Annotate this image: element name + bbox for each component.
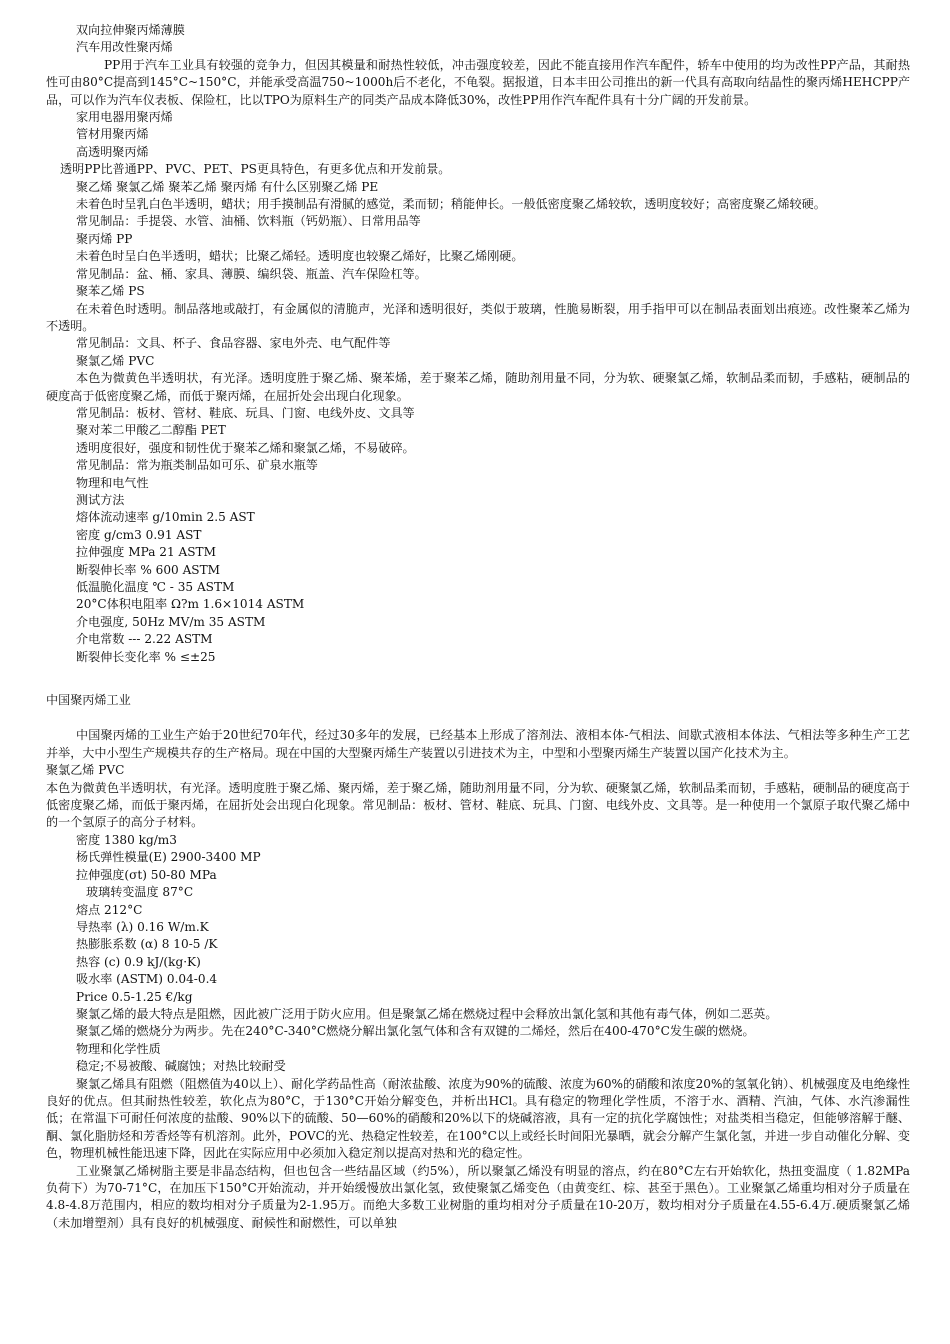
line: 断裂伸长变化率 % ≤±25 xyxy=(76,649,216,664)
paragraph: PP用于汽车工业具有较强的竞争力，但因其模量和耐热性较低，冲击强度较差，因此不能直接用作汽车配件，轿车中使用的均为改性PP产品，其耐热性可由80°C提高到145°C~150°C，并能承受高温750~1000h后不老化，不龟裂。据报道，日本丰田公司推出的新一代具有高取向结晶性的聚丙烯HEHCPP产品，可以作为汽车仪表板、保险杠，比以TPO为原料生产的同类产品成本降低30%，改性PP用作汽车配件具有十分广阔的开发前景。 xyxy=(46,57,910,107)
line: 拉伸强度 MPa 21 ASTM xyxy=(76,545,216,560)
section-heading: 中国聚丙烯工业 xyxy=(46,693,131,708)
paragraph: 在未着色时透明。制品落地或敲打，有金属似的清脆声，光泽和透明很好，类似于玻璃，性脆易断裂，用手指甲可以在制品表面划出痕迹。改性聚苯乙烯为不透明。 xyxy=(46,301,910,333)
spacer xyxy=(46,709,910,727)
line: 聚乙烯 聚氯乙烯 聚苯乙烯 聚丙烯 有什么区别聚乙烯 PE xyxy=(76,179,379,194)
line: 聚氯乙烯 PVC xyxy=(76,353,155,368)
line: 热膨胀系数 (α) 8 10-5 /K xyxy=(76,937,218,952)
line: 聚氯乙烯的最大特点是阻燃，因此被广泛用于防火应用。但是聚氯乙烯在燃烧过程中会释放出氯化氢和其他有毒气体，例如二恶英。 xyxy=(76,1006,778,1021)
line: 拉伸强度(σt) 50-80 MPa xyxy=(76,867,217,882)
line: 聚氯乙烯 PVC xyxy=(46,763,125,778)
line: 物理和化学性质 xyxy=(76,1041,161,1056)
line: 高透明聚丙烯 xyxy=(76,144,149,159)
line: 杨氏弹性模量(E) 2900-3400 MP xyxy=(76,850,261,865)
line: 聚对苯二甲酸乙二醇酯 PET xyxy=(76,423,226,438)
line: 聚氯乙烯的燃烧分为两步。先在240°C-340°C燃烧分解出氯化氢气体和含有双键的二烯烃，然后在400-470°C发生碳的燃烧。 xyxy=(76,1024,755,1039)
line: 常见制品：常为瓶类制品如可乐、矿泉水瓶等 xyxy=(76,458,318,473)
line: 密度 1380 kg/m3 xyxy=(76,832,177,847)
line: 双向拉伸聚丙烯薄膜 xyxy=(76,23,185,37)
line: Price 0.5-1.25 €/kg xyxy=(76,989,193,1004)
paragraph: 中国聚丙烯的工业生产始于20世纪70年代，经过30多年的发展，已经基本上形成了溶剂法、液相本体-气相法、间歇式液相本体法、气相法等多种生产工艺并举，大中小型生产规模共存的生产格局。现在中国的大型聚丙烯生产装置以引进技术为主，中型和小型聚丙烯生产装置以国产化技术为主。 xyxy=(46,728,910,760)
line: 20°C体积电阻率 Ω?m 1.6×1014 ASTM xyxy=(76,597,305,612)
paragraph: 聚氯乙烯具有阻燃（阻燃值为40以上）、耐化学药品性高（耐浓盐酸、浓度为90%的硫酸、浓度为60%的硝酸和浓度20%的氢氧化钠）、机械强度及电绝缘性良好的优点。但其耐热性较差，软化点为80°C，于130°C开始分解变色，并析出HCl。具有稳定的物理化学性质，不溶于水、酒精、汽油，气体、水汽渗漏性低；在常温下可耐任何浓度的盐酸、90%以下的硫酸、50—60%的硝酸和20%以下的烧碱溶液，具有一定的抗化学腐蚀性；对盐类相当稳定，但能够溶解于醚、酮、氯化脂肪烃和芳香烃等有机溶剂。此外，POVC的光、热稳定性较差，在100°C以上或经长时间阳光暴晒，就会分解产生氯化氢，并进一步自动催化分解、变色，物理机械性能迅速下降，因此在实际应用中必须加入稳定剂以提高对热和光的稳定性。 xyxy=(46,1076,910,1161)
line: 熔体流动速率 g/10min 2.5 AST xyxy=(76,510,255,525)
line: 管材用聚丙烯 xyxy=(76,127,149,142)
spacer xyxy=(46,666,910,692)
line: 汽车用改性聚丙烯 xyxy=(76,40,173,55)
line: 密度 g/cm3 0.91 AST xyxy=(76,527,202,542)
line: 低温脆化温度 ℃ - 35 ASTM xyxy=(76,580,235,594)
line: 热容 (c) 0.9 kJ/(kg·K) xyxy=(76,954,201,969)
line: 测试方法 xyxy=(76,492,125,507)
paragraph: 本色为微黄色半透明状，有光泽。透明度胜于聚乙烯、聚丙烯，差于聚乙烯，随助剂用量不同，分为软、硬聚氯乙烯，软制品柔而韧，手感粘，硬制品的硬度高于低密度聚乙烯，而低于聚丙烯，在屈折处会出现白化现象。常见制品：板材、管材、鞋底、玩具、门窗、电线外皮、文具等。是一种使用一个氯原子取代聚乙烯中的一个氢原子的高分子材料。 xyxy=(46,780,910,830)
line: 聚苯乙烯 PS xyxy=(76,284,145,299)
line: 吸水率 (ASTM) 0.04-0.4 xyxy=(76,972,218,987)
paragraph: 本色为微黄色半透明状，有光泽。透明度胜于聚乙烯、聚苯烯，差于聚苯乙烯，随助剂用量不同，分为软、硬聚氯乙烯，软制品柔而韧，手感粘，硬制品的硬度高于低密度聚乙烯，而低于聚丙烯，在屈折处会出现白化现象。 xyxy=(46,371,910,403)
line: 透明度很好，强度和韧性优于聚苯乙烯和聚氯乙烯，不易破碎。 xyxy=(76,440,415,455)
line: 断裂伸长率 % 600 ASTM xyxy=(76,562,221,577)
line: 常见制品：盆、桶、家具、薄膜、编织袋、瓶盖、汽车保险杠等。 xyxy=(76,266,427,281)
line: 常见制品：文具、杯子、食品容器、家电外壳、电气配件等 xyxy=(76,336,391,351)
line: 物理和电气性 xyxy=(76,475,149,490)
line: 常见制品：板材、管材、鞋底、玩具、门窗、电线外皮、文具等 xyxy=(76,405,415,420)
line: 导热率 (λ) 0.16 W/m.K xyxy=(76,919,209,934)
line: 熔点 212°C xyxy=(76,902,143,917)
line: 未着色时呈白色半透明，蜡状；比聚乙烯轻。透明度也较聚乙烯好，比聚乙烯刚硬。 xyxy=(76,249,524,264)
paragraph: 工业聚氯乙烯树脂主要是非晶态结构，但也包含一些结晶区域（约5%），所以聚氯乙烯没有明显的溶点，约在80°C左右开始软化，热扭变温度（ 1.82MPa负荷下）为70-71°C，在加压下150°C开始流动，并开始缓慢放出氯化氢，致使聚氯乙烯变色（由黄变红、棕、甚至于黑色）。工业聚氯乙烯重均相对分子质量在4.8-4.8万范围内，相应的数均相对分子质量为2-1.95万。而绝大多数工业树脂的重均相对分子质量在10-20万，数均相对分子质量在4.55-6.4万.硬质聚氯乙烯（未加增塑剂）具有良好的机械强度、耐候性和耐燃性，可以单独 xyxy=(46,1163,910,1230)
line: 家用电器用聚丙烯 xyxy=(76,110,173,125)
line: 介电常数 --- 2.22 ASTM xyxy=(76,632,213,647)
line: 常见制品：手提袋、水管、油桶、饮料瓶（钙奶瓶）、日常用品等 xyxy=(76,214,421,229)
paragraph: 未着色时呈乳白色半透明，蜡状；用手摸制品有滑腻的感觉，柔而韧；稍能伸长。一般低密度聚乙烯较软，透明度较好；高密度聚乙烯较硬。 xyxy=(76,197,826,212)
line: 介电强度, 50Hz MV/m 35 ASTM xyxy=(76,614,266,629)
line: 稳定;不易被酸、碱腐蚀；对热比较耐受 xyxy=(76,1059,286,1074)
line: 透明PP比普通PP、PVC、PET、PS更具特色，有更多优点和开发前景。 xyxy=(60,162,451,177)
line: 聚丙烯 PP xyxy=(76,231,133,246)
line: 玻璃转变温度 87°C xyxy=(86,885,194,900)
